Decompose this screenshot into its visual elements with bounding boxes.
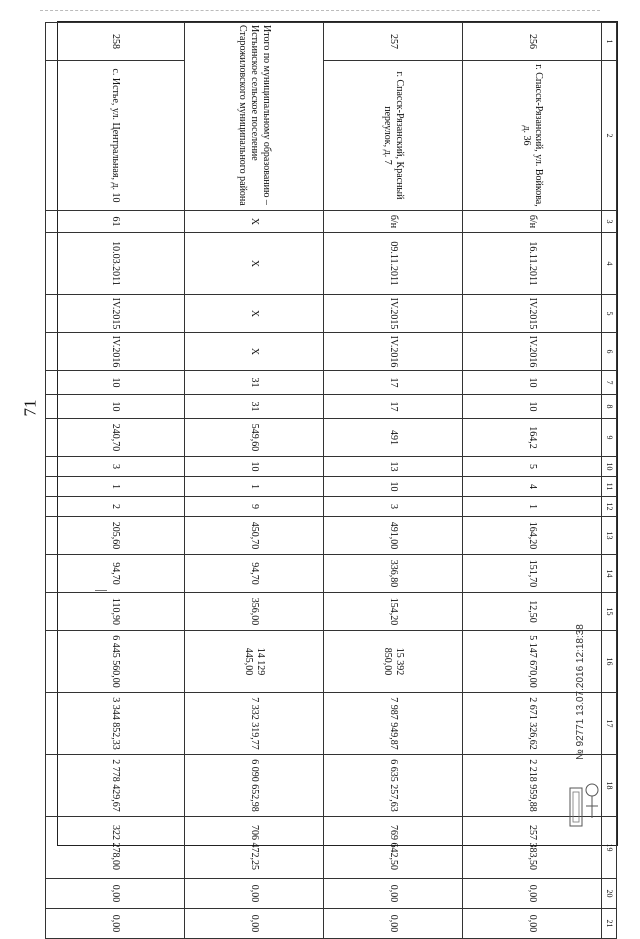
cell-area-total: 205,60 xyxy=(46,517,185,555)
cell-doc-number: 61 xyxy=(46,211,185,233)
cell-cost-regional: 6 090 652,98 xyxy=(185,755,324,817)
cell-number: 258 xyxy=(46,23,185,61)
cell-area: 549,60 xyxy=(185,419,324,457)
registration-stamp: № 92771 13.07.2016 12:18:38 xyxy=(575,624,586,760)
cell-rooms-private: 4 xyxy=(463,477,602,497)
cell-area-municipal: 12,50 xyxy=(463,593,602,631)
column-number: 12 xyxy=(602,497,617,517)
cell-total-label: Итого по муниципальному образованию – Истьинское сельское поселение Старожиловского муниципального района xyxy=(185,23,324,211)
column-number: 1 xyxy=(602,23,617,61)
cell-plan-end: IV.2016 xyxy=(46,333,185,371)
column-number: 13 xyxy=(602,517,617,555)
cell-cost-fund: 7 332 319,77 xyxy=(185,693,324,755)
page-number: 71 xyxy=(20,399,40,417)
column-number: 7 xyxy=(602,371,617,395)
cell-people-relocated: 10 xyxy=(463,395,602,419)
cell-people-total: 17 xyxy=(324,371,463,395)
cell-area-total: 450,70 xyxy=(185,517,324,555)
cell-doc-date: 09.11.2011 xyxy=(324,233,463,295)
cell-cost-fund: 3 344 852,33 xyxy=(46,693,185,755)
cell-address: г. Спасск-Рязанский, Красный переулок, д. 7 xyxy=(324,61,463,211)
cell-rooms-total: 13 xyxy=(324,457,463,477)
cell-number: 257 xyxy=(324,23,463,61)
cell-doc-date: X xyxy=(185,233,324,295)
cell-cost-fund: 2 671 326,62 xyxy=(463,693,602,755)
cell-address: с. Истье, ул. Центральная, д. 10 xyxy=(46,61,185,211)
column-number: 14 xyxy=(602,555,617,593)
cell-plan-end: IV.2016 xyxy=(324,333,463,371)
cell-plan-start: IV.2015 xyxy=(463,295,602,333)
table-row xyxy=(324,23,463,939)
cell-area-municipal: 154,20 xyxy=(324,593,463,631)
table-row xyxy=(46,23,185,939)
column-number: 16 xyxy=(602,631,617,693)
cell-cost-total: 14 129 445,00 xyxy=(185,631,324,693)
column-number: 20 xyxy=(602,879,617,909)
cell-cost-other: 0,00 xyxy=(185,909,324,939)
cell-rooms-total: 10 xyxy=(185,457,324,477)
cell-doc-number: X xyxy=(185,211,324,233)
column-number: 5 xyxy=(602,295,617,333)
cell-plan-start: IV.2015 xyxy=(324,295,463,333)
cell-plan-end: IV.2016 xyxy=(463,333,602,371)
column-number: 15 xyxy=(602,593,617,631)
scan-mark xyxy=(95,590,107,591)
column-number: 19 xyxy=(602,817,617,879)
cell-plan-start: X xyxy=(185,295,324,333)
cell-people-total: 10 xyxy=(46,371,185,395)
cell-area: 491 xyxy=(324,419,463,457)
cell-people-relocated: 31 xyxy=(185,395,324,419)
column-number: 3 xyxy=(602,211,617,233)
cell-area-private: 94,70 xyxy=(46,555,185,593)
column-number: 2 xyxy=(602,61,617,211)
cell-cost-local: 322 278,00 xyxy=(46,817,185,879)
cell-cost-local: 706 472,25 xyxy=(185,817,324,879)
column-number: 10 xyxy=(602,457,617,477)
cell-rooms-total: 3 xyxy=(46,457,185,477)
cell-doc-date: 16.11.2011 xyxy=(463,233,602,295)
cell-cost-extra: 0,00 xyxy=(46,879,185,909)
cell-cost-total: 6 445 560,00 xyxy=(46,631,185,693)
cell-area: 240,70 xyxy=(46,419,185,457)
cell-area-private: 336,80 xyxy=(324,555,463,593)
cell-area-municipal: 110,90 xyxy=(46,593,185,631)
cell-number: 256 xyxy=(463,23,602,61)
cell-people-relocated: 10 xyxy=(46,395,185,419)
cell-cost-other: 0,00 xyxy=(46,909,185,939)
cell-cost-fund: 7 987 949,87 xyxy=(324,693,463,755)
cell-cost-regional: 6 635 257,63 xyxy=(324,755,463,817)
cell-cost-local: 769 642,50 xyxy=(324,817,463,879)
column-number: 9 xyxy=(602,419,617,457)
cell-rooms-municipal: 2 xyxy=(46,497,185,517)
cell-area-private: 94,70 xyxy=(185,555,324,593)
cell-cost-other: 0,00 xyxy=(463,909,602,939)
cell-rooms-private: 10 xyxy=(324,477,463,497)
cell-area: 164,2 xyxy=(463,419,602,457)
cell-area-municipal: 356,00 xyxy=(185,593,324,631)
column-number: 11 xyxy=(602,477,617,497)
top-dashed-edge xyxy=(40,10,600,11)
cell-cost-local: 257 383,50 xyxy=(463,817,602,879)
cell-cost-total: 5 147 670,00 xyxy=(463,631,602,693)
cell-cost-extra: 0,00 xyxy=(185,879,324,909)
cell-rooms-municipal: 9 xyxy=(185,497,324,517)
cell-doc-number: б/н xyxy=(324,211,463,233)
cell-cost-other: 0,00 xyxy=(324,909,463,939)
cell-rooms-private: 1 xyxy=(46,477,185,497)
cell-rooms-municipal: 3 xyxy=(324,497,463,517)
cell-rooms-municipal: 1 xyxy=(463,497,602,517)
table-row-total xyxy=(185,23,324,939)
cell-people-relocated: 17 xyxy=(324,395,463,419)
column-number: 8 xyxy=(602,395,617,419)
cell-people-total: 31 xyxy=(185,371,324,395)
cell-cost-regional: 2 218 959,88 xyxy=(463,755,602,817)
register-table xyxy=(45,22,617,939)
cell-area-total: 164,20 xyxy=(463,517,602,555)
registration-seal-icon xyxy=(568,778,602,828)
column-number: 18 xyxy=(602,755,617,817)
column-number-row xyxy=(602,23,617,939)
cell-doc-date: 10.03.2011 xyxy=(46,233,185,295)
cell-area-total: 491,00 xyxy=(324,517,463,555)
cell-plan-start: IV.2015 xyxy=(46,295,185,333)
cell-cost-extra: 0,00 xyxy=(324,879,463,909)
cell-address: г. Спасск-Рязанский, ул. Войкова, д. 36 xyxy=(463,61,602,211)
register-table-frame xyxy=(57,21,618,933)
cell-rooms-private: 1 xyxy=(185,477,324,497)
cell-rooms-total: 5 xyxy=(463,457,602,477)
cell-plan-end: X xyxy=(185,333,324,371)
column-number: 4 xyxy=(602,233,617,295)
cell-cost-regional: 2 778 429,67 xyxy=(46,755,185,817)
cell-cost-extra: 0,00 xyxy=(463,879,602,909)
cell-people-total: 10 xyxy=(463,371,602,395)
column-number: 17 xyxy=(602,693,617,755)
column-number: 6 xyxy=(602,333,617,371)
cell-doc-number: б/н xyxy=(463,211,602,233)
cell-cost-total: 15 392 850,00 xyxy=(324,631,463,693)
column-number: 21 xyxy=(602,909,617,939)
cell-area-private: 151,70 xyxy=(463,555,602,593)
